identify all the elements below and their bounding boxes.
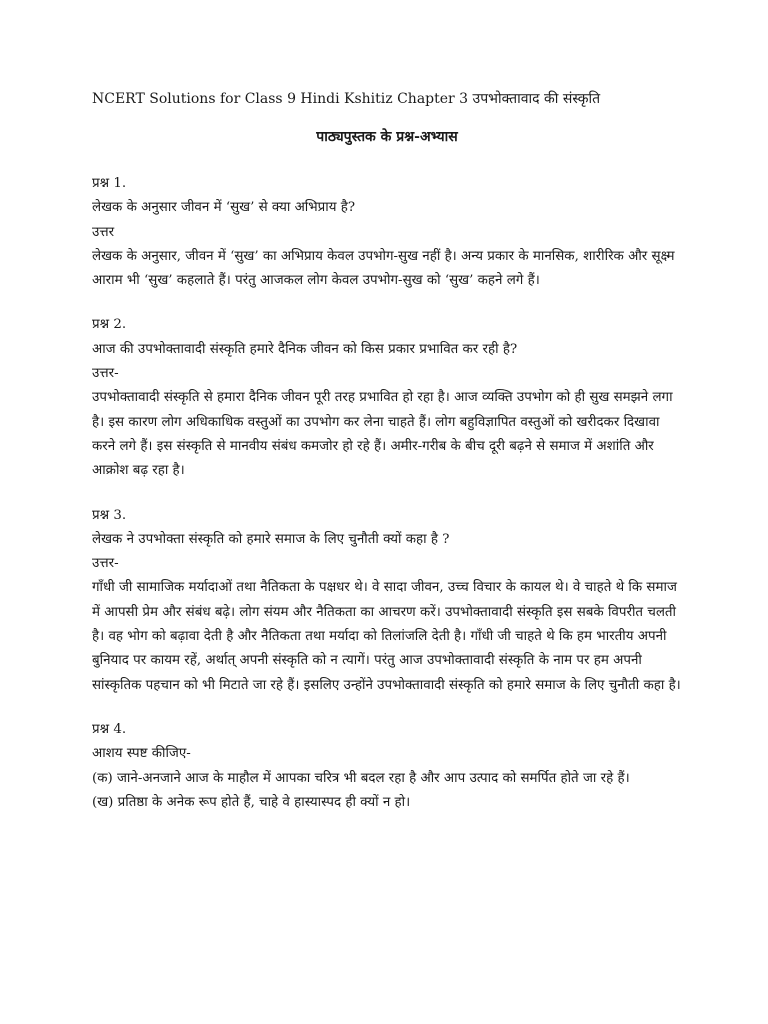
question-text: आज की उपभोक्तावादी संस्कृति हमारे दैनिक जीवन को किस प्रकार प्रभावित कर रही है?	[92, 341, 518, 357]
question-label: प्रश्न 4.	[92, 721, 127, 737]
question-block-2	[92, 313, 682, 483]
document-page	[92, 86, 682, 835]
question-label: प्रश्न 2.	[92, 317, 127, 333]
question-part-ka: (क) जाने-अनजाने आज के माहौल में आपका चरित्र भी बदल रहा है और आप उत्पाद को समर्पित होते जा रहे हैं।	[92, 770, 630, 786]
question-label: प्रश्न 3.	[92, 507, 127, 523]
question-text: लेखक के अनुसार जीवन में ‘सुख’ से क्या अभिप्राय है?	[92, 200, 356, 216]
answer-label: उत्तर	[92, 224, 115, 240]
answer-text: उपभोक्तावादी संस्कृति से हमारा दैनिक जीवन पूरी तरह प्रभावित हो रहा है। आज व्यक्ति उपभोग को ही सुख समझने लगा है। इस कारण लोग अधिकाधिक वस्तुओं का उपभोग कर लेना चाहते हैं। लोग बहुविज्ञापित वस्तुओं को खरीदकर दिखावा करने लगे हैं। इस संस्कृति से मानवीय संबंध कमजोर हो रहे हैं। अमीर-गरीब के बीच दूरी बढ़ने से समाज में अशांति और आक्रोश बढ़ रहा है।	[92, 390, 673, 479]
question-label: प्रश्न 1.	[92, 176, 127, 191]
answer-label: उत्तर-	[92, 366, 119, 382]
question-text: आशय स्पष्ट कीजिए-	[92, 746, 191, 762]
document-title: NCERT Solutions for Class 9 Hindi Kshitiz Chapter 3 उपभोक्तावाद की संस्कृति	[92, 91, 601, 107]
question-block-3	[92, 504, 682, 698]
question-block-1	[92, 172, 682, 293]
section-heading: पाठ्यपुस्तक के प्रश्न-अभ्यास	[316, 129, 458, 145]
answer-text: गाँधी जी सामाजिक मर्यादाओं तथा नैतिकता के पक्षधर थे। वे सादा जीवन, उच्च विचार के कायल थे। वे चाहते थे कि समाज में आपसी प्रेम और संबंध बढ़े। लोग संयम और नैतिकता का आचरण करें। उपभोक्तावादी संस्कृति इस सबके विपरीत चलती है। वह भोग को बढ़ावा देती है और नैतिकता तथा मर्यादा को तिलांजलि देती है। गाँधी जी चाहते थे कि हम भारतीय अपनी बुनियाद पर कायम रहें, अर्थात् अपनी संस्कृति को न त्यागें। परंतु आज उपभोक्तावादी संस्कृति के नाम पर हम अपनी सांस्कृतिक पहचान को भी मिटाते जा रहे हैं। इसलिए उन्होंने उपभोक्तावादी संस्कृति को हमारे समाज के लिए चुनौती कहा है।	[92, 580, 681, 693]
answer-label: उत्तर-	[92, 556, 119, 572]
question-part-kha: (ख) प्रतिष्ठा के अनेक रूप होते हैं, चाहे वे हास्यास्पद ही क्यों न हो।	[92, 794, 411, 810]
question-text: लेखक ने उपभोक्ता संस्कृति को हमारे समाज के लिए चुनौती क्यों कहा है ?	[92, 531, 450, 547]
question-block-4	[92, 718, 682, 815]
answer-text: लेखक के अनुसार, जीवन में ‘सुख’ का अभिप्राय केवल उपभोग-सुख नहीं है। अन्य प्रकार के मानसिक, शारीरिक और सूक्ष्म आराम भी ‘सुख’ कहलाते हैं। परंतु आजकल लोग केवल उपभोग-सुख को ‘सुख’ कहने लगे हैं।	[92, 248, 675, 289]
